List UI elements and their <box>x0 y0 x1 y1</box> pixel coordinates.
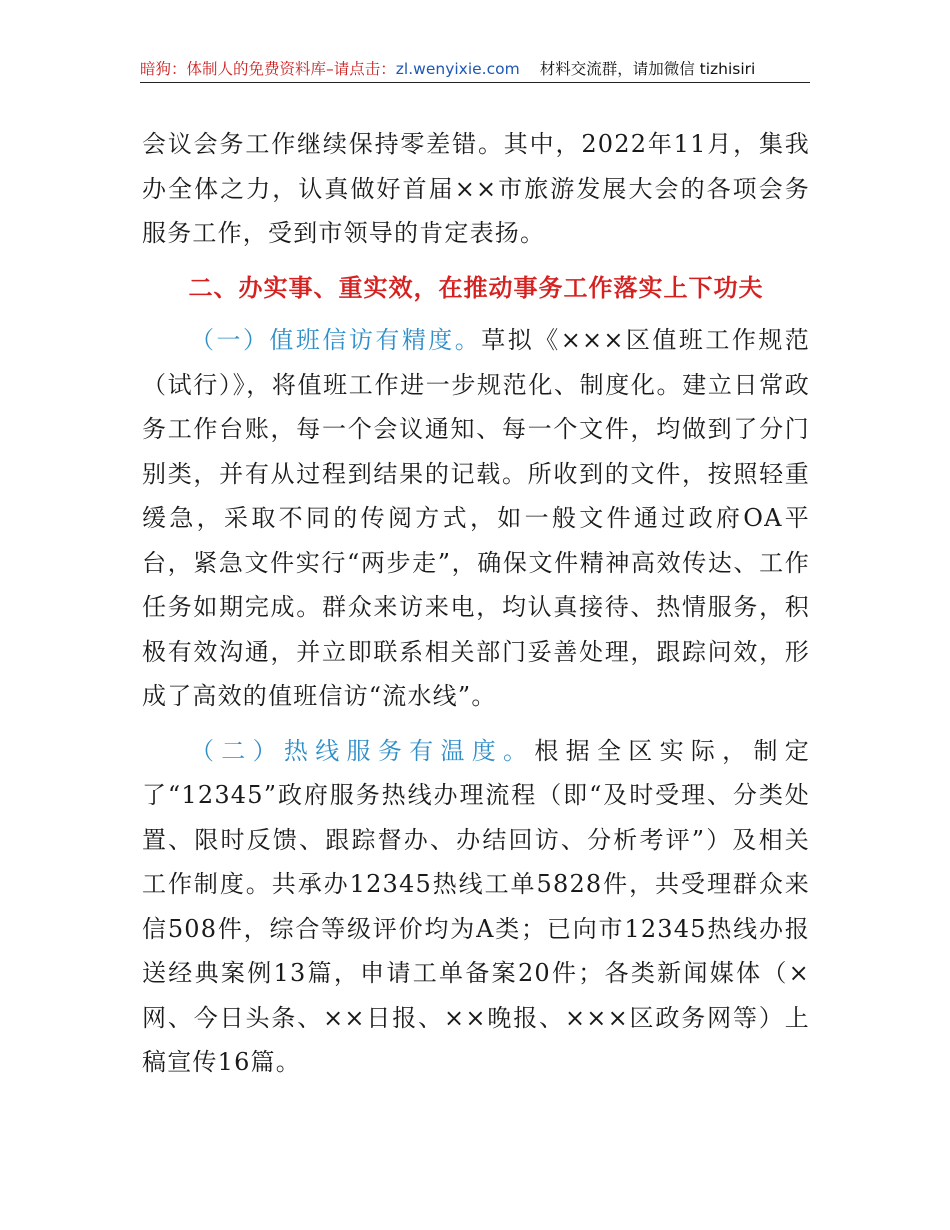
document-body <box>142 122 810 1085</box>
subsection-body-hotline: 根据全区实际，制定了“12345”政府服务热线办理流程（即“及时受理、分类处置、限时反馈、跟踪督办、办结回访、分析考评”）及相关工作制度。共承办12345热线工单5828件，共受理群众来信508件，综合等级评价均为A类；已向市12345热线办报送经典案例13篇，申请工单备案20件；各类新闻媒体（×网、今日头条、××日报、××晚报、×××区政务网等）上稿宣传16篇。 <box>142 736 810 1076</box>
header-divider <box>140 82 810 83</box>
subsection-body-duty: 草拟《×××区值班工作规范（试行）》，将值班工作进一步规范化、制度化。建立日常政务工作台账，每一个会议通知、每一个文件，均做到了分门别类，并有从过程到结果的记载。所收到的文件，按照轻重缓急，采取不同的传阅方式，如一般文件通过政府OA平台，紧急文件实行“两步走”，确保文件精神高效传达、工作任务如期完成。群众来访来电，均认真接待、热情服务，积极有效沟通，并立即联系相关部门妥善处理，跟踪问效，形成了高效的值班信访“流水线”。 <box>142 326 810 710</box>
site-link[interactable]: zl.wenyixie.com <box>395 60 520 78</box>
group-contact: 材料交流群，请加微信 tizhisiri <box>539 60 756 78</box>
paragraph-meeting-service: 会议会务工作继续保持零差错。其中，2022年11月，集我办全体之力，认真做好首届××市旅游发展大会的各项会务服务工作，受到市领导的肯定表扬。 <box>142 130 810 247</box>
section-heading-2: 二、办实事、重实效，在推动事务工作落实上下功夫 <box>188 273 764 302</box>
paragraph-duty-petition <box>142 318 810 719</box>
library-name: 暗狗：体制人的免费资料库 <box>140 60 327 78</box>
paragraph-hotline-service <box>142 729 810 1085</box>
subsection-title-duty: （一）值班信访有精度。 <box>190 326 482 354</box>
page-header <box>140 56 810 82</box>
subsection-title-hotline: （二）热线服务有温度。 <box>190 736 535 765</box>
click-prompt: –请点击： <box>326 60 396 78</box>
